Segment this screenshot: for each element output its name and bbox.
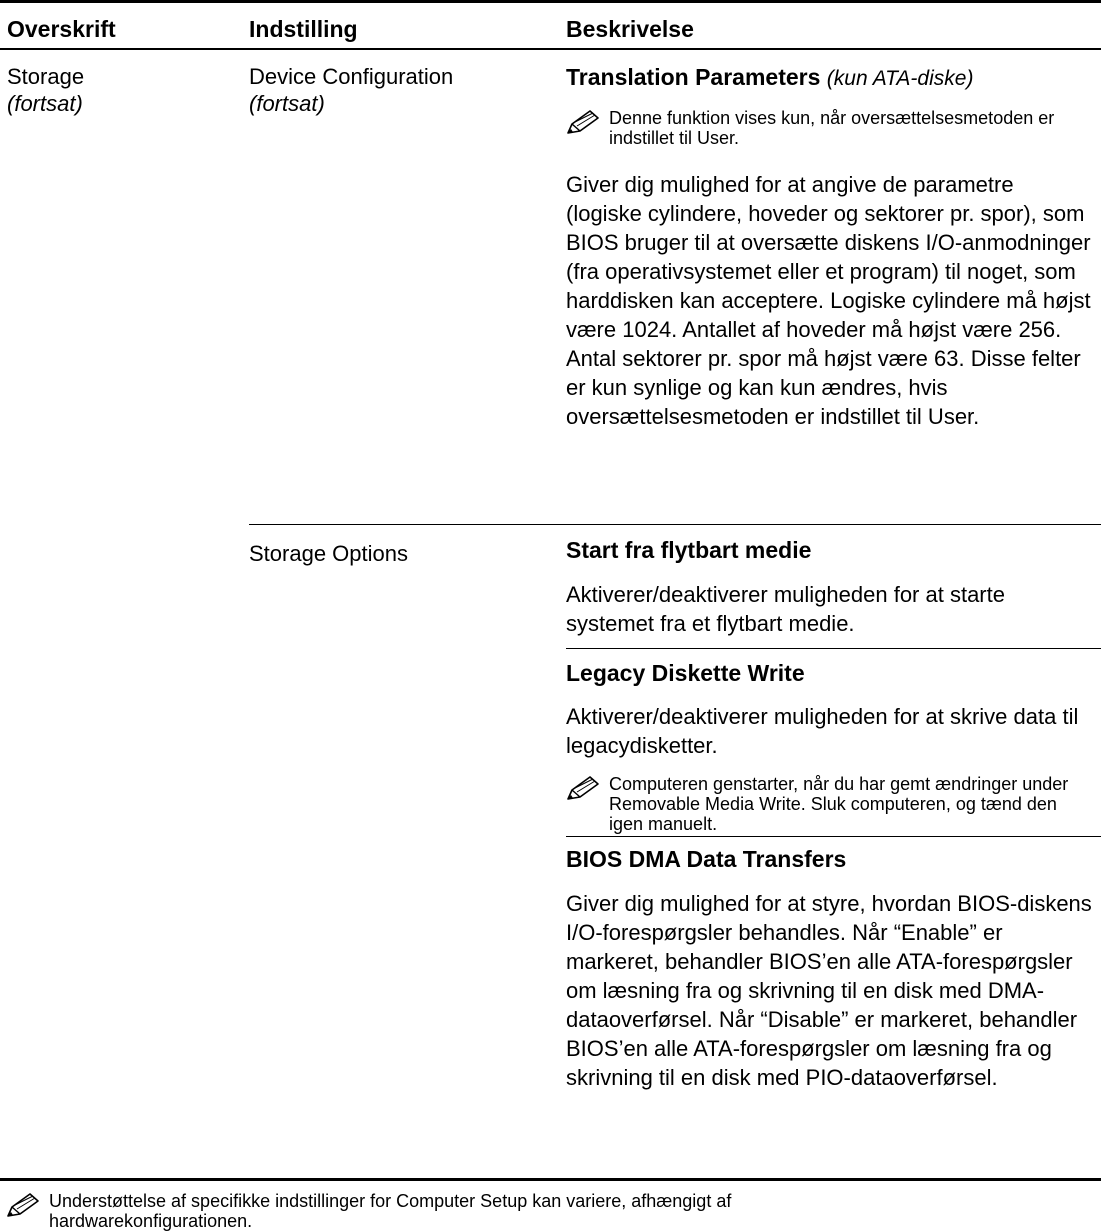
section-body: Aktiverer/deaktiverer muligheden for at starte systemet fra et flytbart medie.	[566, 582, 1005, 636]
note-text: Computeren genstarter, når du har gemt ændringer under Removable Media Write. Sluk computeren, og tænd den igen manuelt.	[609, 774, 1069, 834]
section-start-body-wrap	[566, 580, 1094, 638]
setting-continued: (fortsat)	[249, 91, 325, 116]
row-heading	[7, 63, 84, 117]
section-title-note: (kun ATA-diske)	[826, 67, 974, 90]
table-top-rule	[0, 0, 1101, 3]
pencil-note-icon	[6, 1192, 40, 1218]
section-body: Aktiverer/deaktiverer muligheden for at skrive data til legacydisketter.	[566, 704, 1079, 758]
setting-name: Device Configuration	[249, 64, 454, 89]
section-title: Start fra flytbart medie	[566, 537, 812, 563]
header-overskrift: Overskrift	[7, 16, 116, 42]
section-body: Giver dig mulighed for at angive de parametre (logiske cylindere, hoveder og sektorer pr. spor), som BIOS bruger til at oversætte diskens I/O-anmodninger (fra operativsystemet eller et program) til noget, som harddisken kan acceptere. Logiske cylindere må højst være 1024. Antallet af hoveder må højst være 256. Antal sektorer pr. spor må højst være 63. Disse felter er kun synlige og kan kun ændres, hvis oversættelsesmetoden er indstillet til User.	[566, 172, 1091, 429]
section-title: BIOS DMA Data Transfers	[566, 846, 847, 872]
footer-note-text: Understøttelse af specifikke indstillinger for Computer Setup kan variere, afhængigt af hardwarekonfigurationen.	[49, 1191, 732, 1231]
pencil-note-icon	[566, 775, 600, 801]
section-legacy-body-wrap	[566, 702, 1094, 760]
section-bios-dma-body-wrap	[566, 889, 1094, 1092]
row-heading-title: Storage	[7, 64, 85, 89]
setting-divider	[249, 524, 1101, 525]
section-divider	[566, 648, 1101, 649]
section-title: Legacy Diskette Write	[566, 660, 805, 686]
section-translation-body	[566, 170, 1094, 431]
section-title	[566, 62, 1094, 94]
table-header-rule	[0, 48, 1101, 50]
header-indstilling: Indstilling	[249, 16, 358, 42]
note-translation	[566, 108, 1094, 148]
section-bios-dma-data-transfers	[566, 844, 1094, 874]
setting-device-configuration	[249, 63, 453, 117]
pencil-note-icon	[566, 109, 600, 135]
section-translation-parameters	[566, 62, 1094, 94]
section-body: Giver dig mulighed for at styre, hvordan BIOS-diskens I/O-forespørgsler behandles. Når “Enable” er markeret, behandler BIOS’en alle ATA-forespørgsler om læsning fra og skrivning til en disk med DMA-dataoverførsel. Når “Disable” er markeret, behandler BIOS’en alle ATA-forespørgsler om læsning fra og skrivning til en disk med PIO-dataoverførsel.	[566, 891, 1092, 1090]
row-heading-continued: (fortsat)	[7, 91, 83, 116]
header-beskrivelse: Beskrivelse	[566, 16, 694, 42]
table-bottom-rule	[0, 1178, 1101, 1181]
setting-storage-options: Storage Options	[249, 541, 408, 566]
footer-note	[6, 1191, 1066, 1231]
section-title-text: Translation Parameters	[566, 64, 821, 90]
section-legacy-diskette-write	[566, 658, 1094, 688]
note-legacy	[566, 774, 1094, 834]
section-start-fra-flytbart-medie	[566, 535, 1094, 565]
note-text: Denne funktion vises kun, når oversættelsesmetoden er indstillet til User.	[609, 108, 1055, 148]
section-divider	[566, 836, 1101, 837]
